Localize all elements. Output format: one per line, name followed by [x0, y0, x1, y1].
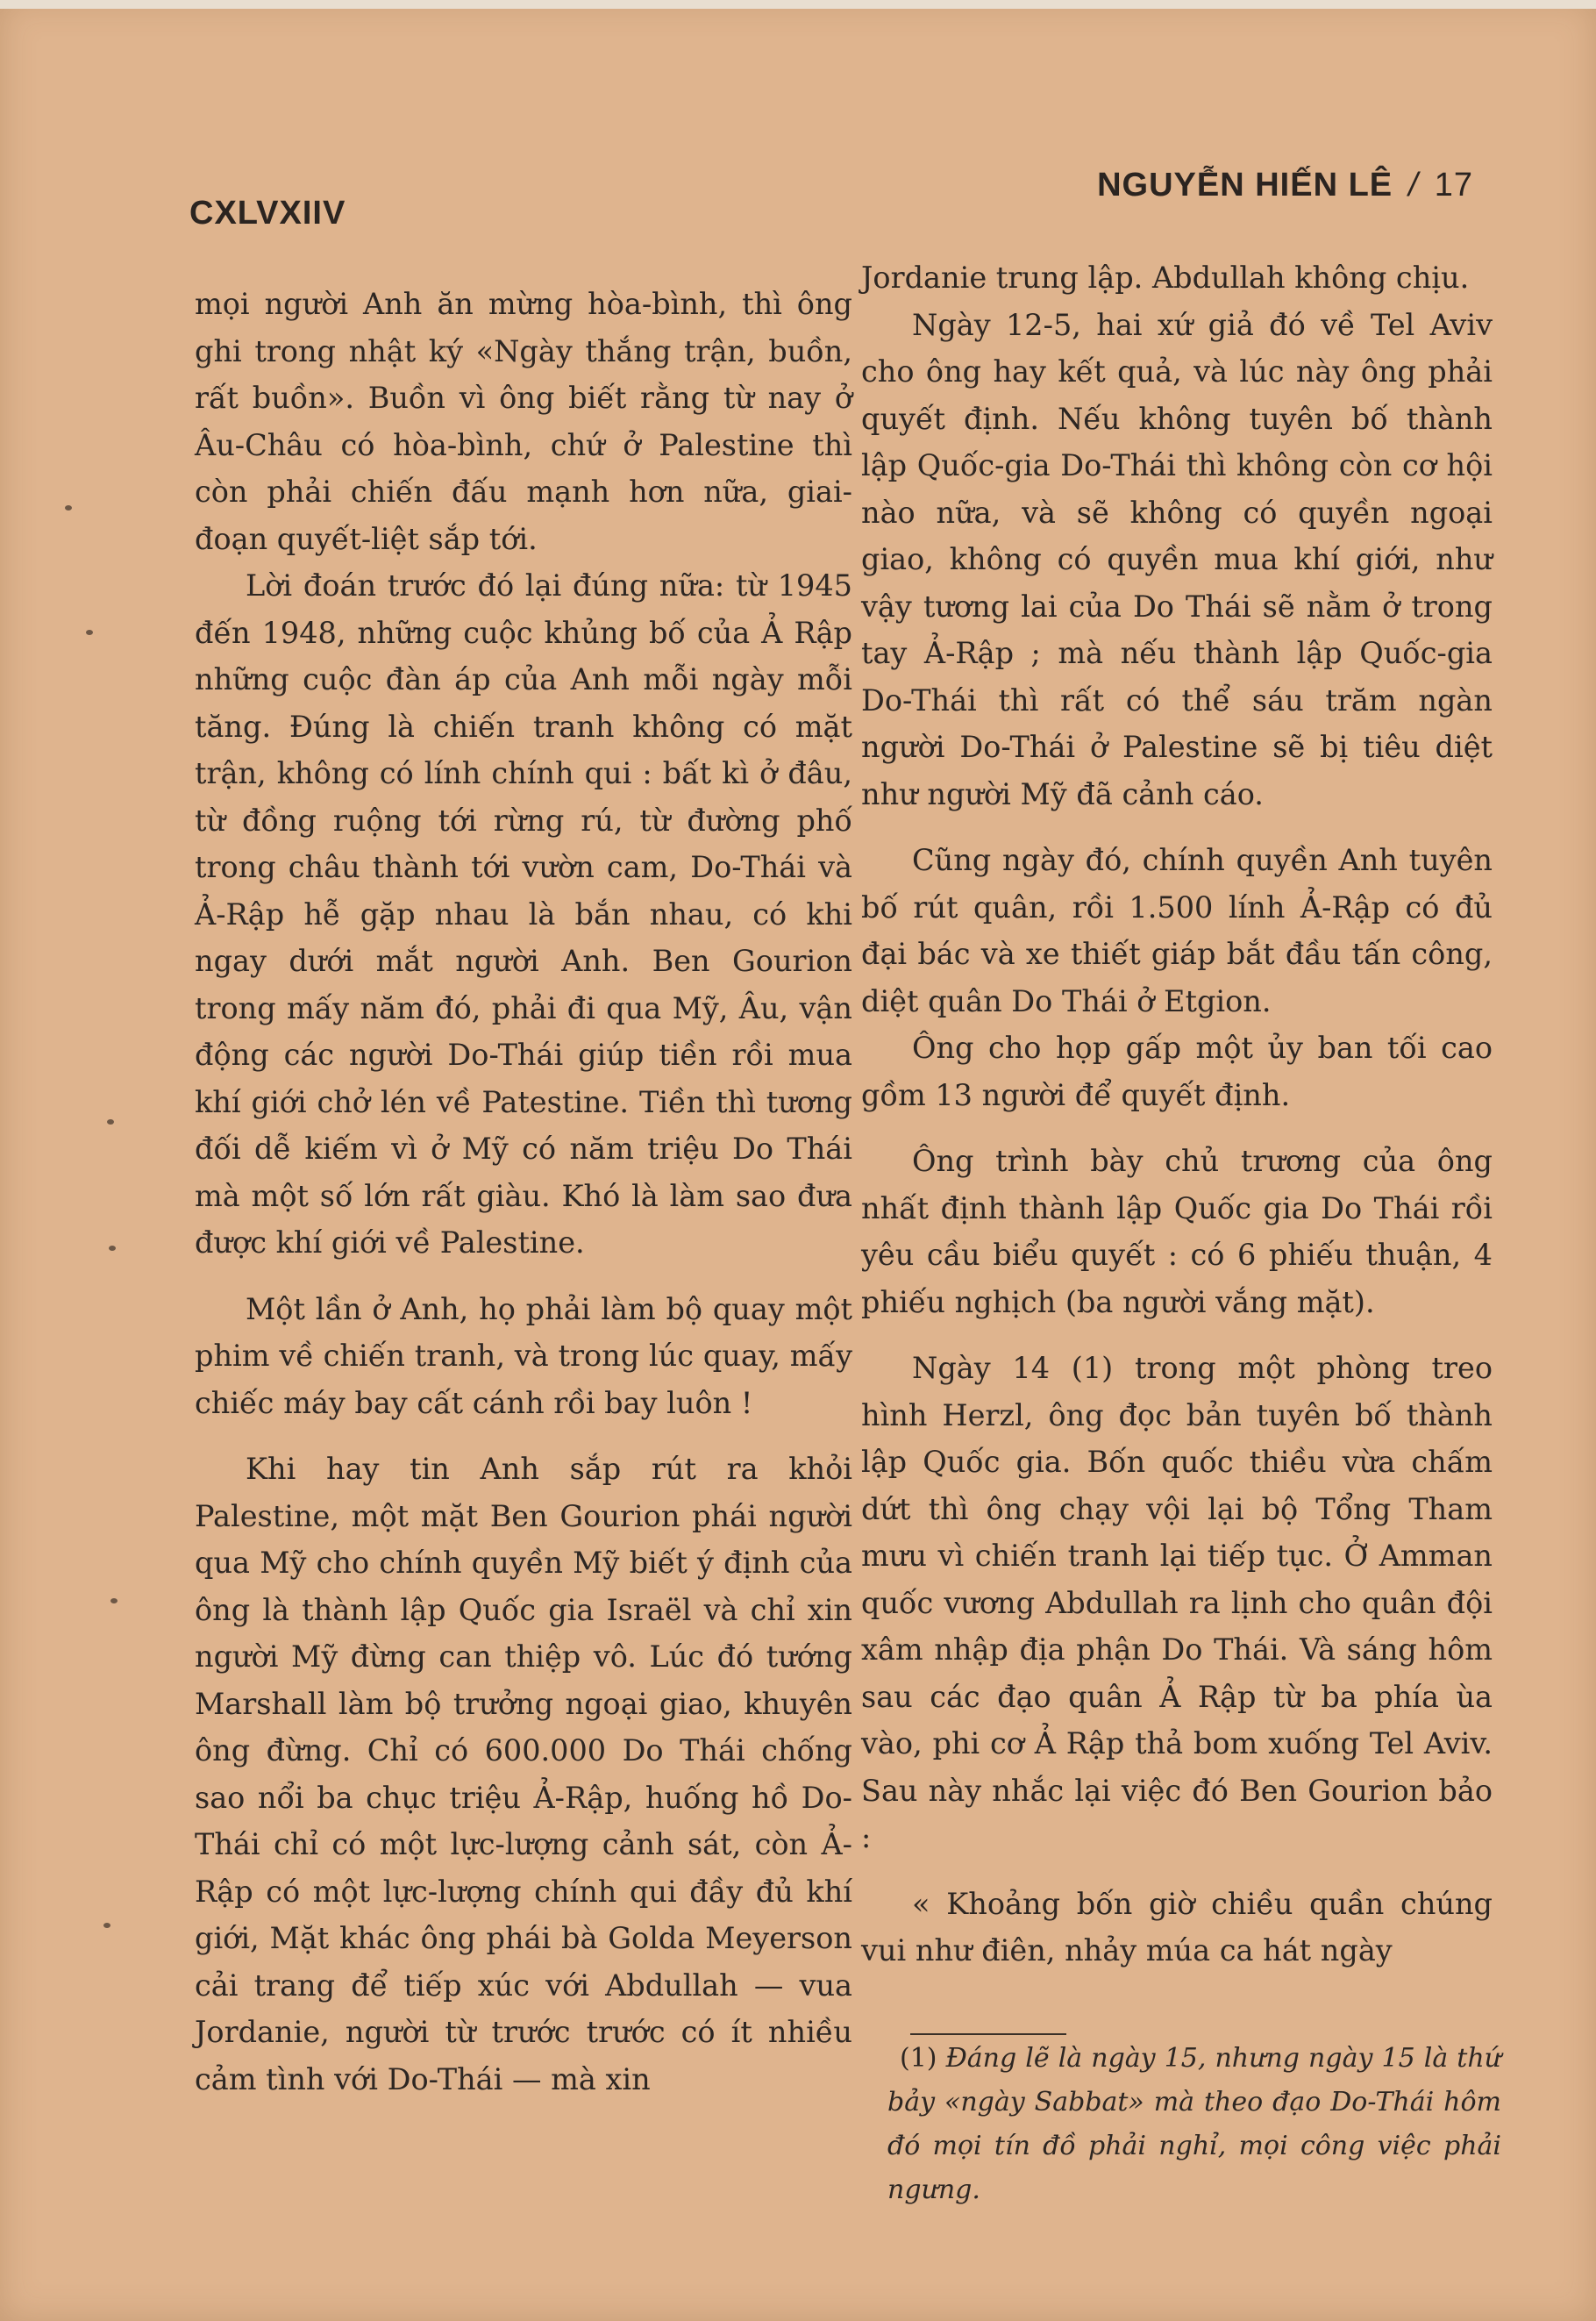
running-header-chapter: CXLVXIIV [189, 195, 346, 232]
footnote-text: Đáng lẽ là ngày 15, nhưng ngày 15 là thứ bảy «ngày Sabbat» mà theo đạo Do-Thái hôm đó mọi tín đồ phải nghỉ, mọi công việc phải ngưng. [887, 2043, 1501, 2205]
left-text-column [195, 281, 852, 2103]
paragraph: Ông cho họp gấp một ủy ban tối cao gồm 13 người để quyết định. [861, 1031, 1493, 1112]
footnote-divider [910, 2033, 1066, 2035]
running-header-author: NGUYỄN HIẾN LÊ [1097, 167, 1393, 204]
page-top-edge [0, 0, 1596, 9]
binding-hole-mark [110, 1598, 118, 1603]
paragraph: Lời đoán trước đó lại đúng nữa: từ 1945 đến 1948, những cuộc khủng bố của Ả Rập những cuộc đàn áp của Anh mỗi ngày mỗi tăng. Đúng là chiến tranh không có mặt trận, không có lính chính qui : bất kì ở đâu, từ đồng ruộng tới rừng rú, từ đường phố trong châu thành tới vườn cam, Do-Thái và Ả-Rập hễ gặp nhau là bắn nhau, có khi ngay dưới mắt người Anh. Ben Gourion trong mấy năm đó, phải đi qua Mỹ, Âu, vận động các người Do-Thái giúp tiền rồi mua khí giới chở lén về Patestine. Tiền thì tương đối dễ kiếm vì ở Mỹ có năm triệu Do Thái mà một số lớn rất giàu. Khó là làm sao đưa được khí giới về Palestine. [195, 568, 852, 1260]
page-number: 17 [1434, 167, 1473, 204]
paragraph: Jordanie trung lập. Abdullah không chịu. [861, 261, 1470, 295]
paragraph: Khi hay tin Anh sắp rút ra khỏi Palestine, một mặt Ben Gourion phái người qua Mỹ cho chính quyền Mỹ biết ý định của ông là thành lập Quốc gia Israël và chỉ xin người Mỹ đừng can thiệp vô. Lúc đó tướng Marshall làm bộ trưởng ngoại giao, khuyên ông đừng. Chỉ có 600.000 Do Thái chống sao nổi ba chục triệu Ả-Rập, huống hồ Do-Thái chỉ có một lực-lượng cảnh sát, còn Ả-Rập có một lực-lượng chính qui đầy đủ khí giới, Mặt khác ông phái bà Golda Meyerson cải trang để tiếp xúc với Abdullah — vua Jordanie, người từ trước trước có ít nhiều cảm tình với Do-Thái — mà xin [195, 1452, 852, 2096]
paragraph: mọi người Anh ăn mừng hòa-bình, thì ông ghi trong nhật ký «Ngày thắng trận, buồn, rất buồn». Buồn vì ông biết rằng từ nay ở Âu-Châu có hòa-bình, chứ ở Palestine thì còn phải chiến đấu mạnh hơn nữa, giai-đoạn quyết-liệt sắp tới. [195, 287, 852, 556]
paragraph: Cũng ngày đó, chính quyền Anh tuyên bố rút quân, rồi 1.500 lính Ả-Rập có đủ đại bác và xe thiết giáp bắt đầu tấn công, diệt quân Do Thái ở Etgion. [861, 843, 1493, 1018]
paragraph: « Khoảng bốn giờ chiều quần chúng vui như điên, nhảy múa ca hát ngày [861, 1886, 1493, 1967]
footnote [887, 2037, 1501, 2212]
footnote-marker: (1) [900, 2043, 937, 2074]
running-header-separator: / [1408, 167, 1419, 204]
right-text-column [861, 254, 1493, 1975]
paragraph: Ngày 12-5, hai xứ giả đó về Tel Aviv cho ông hay kết quả, và lúc này ông phải quyết định. Nếu không tuyên bố thành lập Quốc-gia Do-Thái thì không còn cơ hội nào nữa, và sẽ không có quyền ngoại giao, không có quyền mua khí giới, như vậy tương lai của Do Thái sẽ nằm ở trong tay Ả-Rập ; mà nếu thành lập Quốc-gia Do-Thái thì rất có thể sáu trăm ngàn người Do-Thái ở Palestine sẽ bị tiêu diệt như người Mỹ đã cảnh cáo. [861, 307, 1493, 811]
paragraph: Một lần ở Anh, họ phải làm bộ quay một phim về chiến tranh, và trong lúc quay, mấy chiếc máy bay cất cánh rồi bay luôn ! [195, 1291, 852, 1420]
paragraph: Ông trình bày chủ trương của ông nhất định thành lập Quốc gia Do Thái rồi yêu cầu biểu quyết : có 6 phiếu thuận, 4 phiếu nghịch (ba người vắng mặt). [861, 1144, 1493, 1319]
binding-hole-mark [65, 505, 72, 511]
binding-hole-mark [86, 630, 93, 635]
binding-hole-mark [107, 1119, 114, 1125]
running-header-right [1097, 167, 1473, 204]
binding-hole-mark [103, 1923, 110, 1928]
binding-hole-mark [109, 1246, 116, 1251]
paragraph: Ngày 14 (1) trong một phòng treo hình Herzl, ông đọc bản tuyên bố thành lập Quốc gia. Bốn quốc thiều vừa chấm dứt thì ông chạy vội lại bộ Tổng Tham mưu vì chiến tranh lại tiếp tục. Ở Amman quốc vương Abdullah ra lịnh cho quân đội xâm nhập địa phận Do Thái. Và sáng hôm sau các đạo quân Ả Rập từ ba phía ùa vào, phi cơ Ả Rập thả bom xuống Tel Aviv. Sau này nhắc lại việc đó Ben Gourion bảo : [861, 1351, 1493, 1854]
